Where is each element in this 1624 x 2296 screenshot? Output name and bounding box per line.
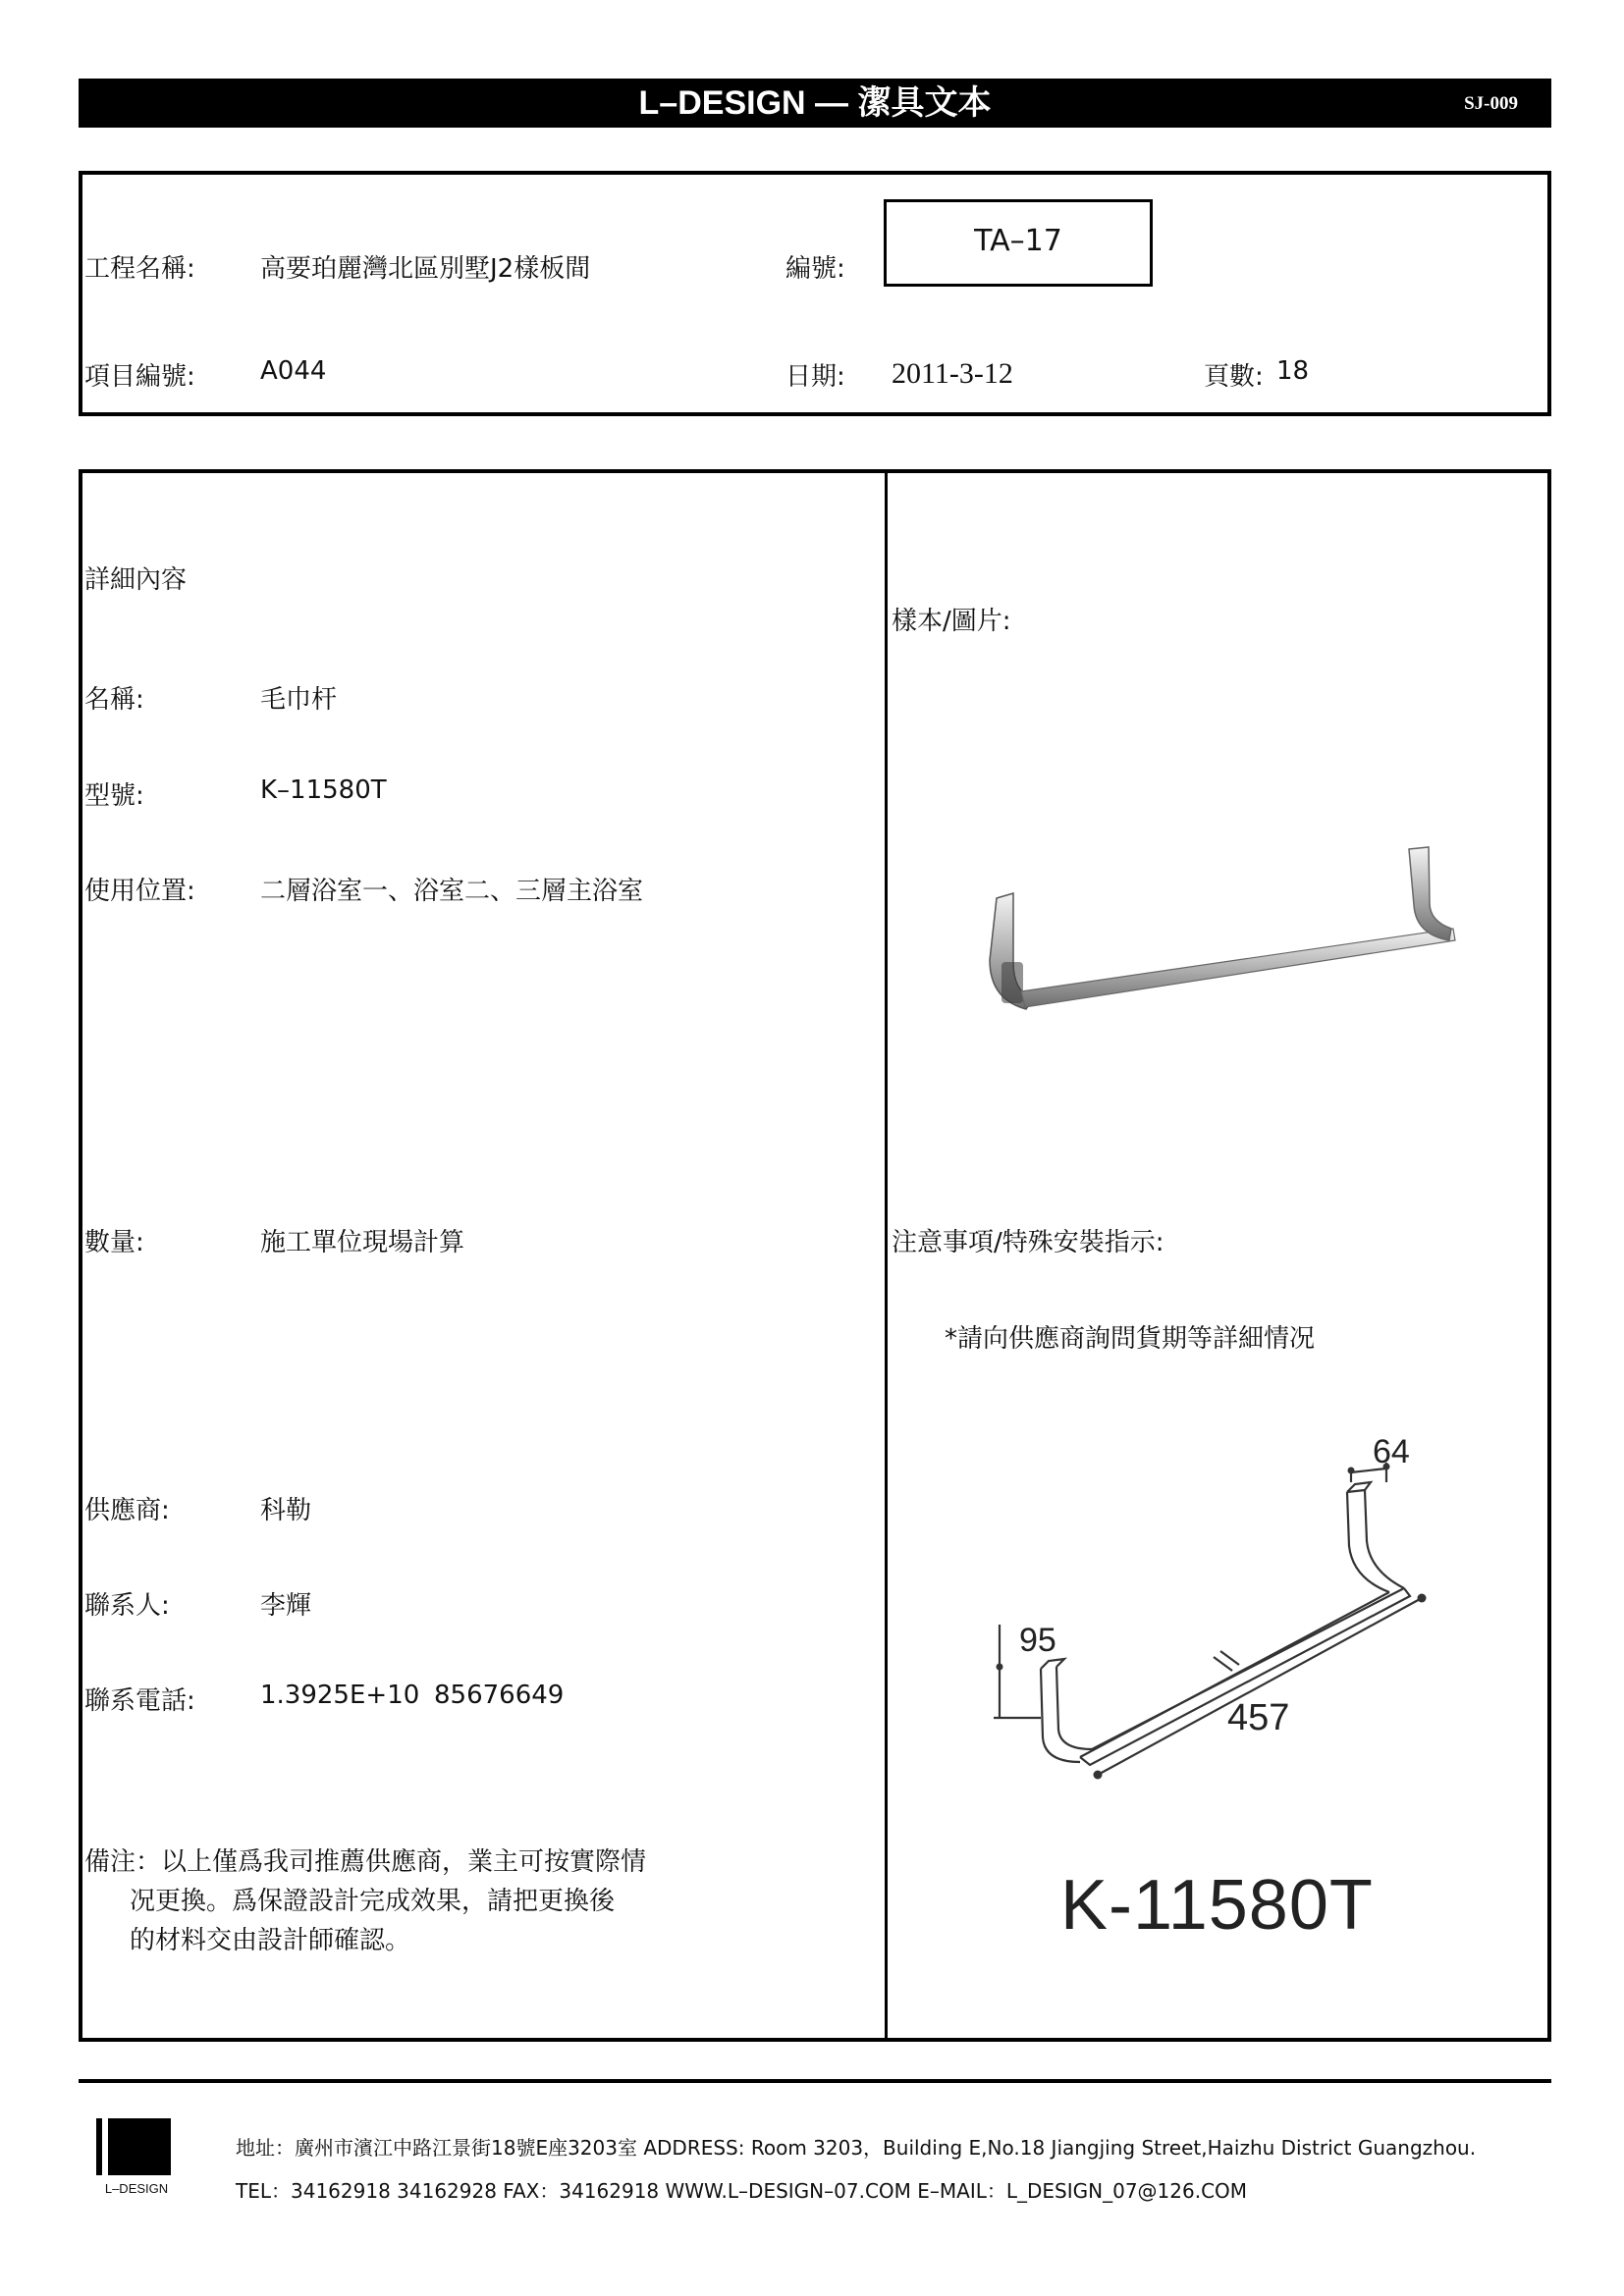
logo-text: L–DESIGN [104,2181,169,2196]
logo-mark [96,2118,102,2175]
phone-value-2: 85676649 [434,1681,565,1710]
date-label: 日期: [785,362,845,392]
contact-value: 李輝 [260,1591,312,1621]
footer-address: 地址：廣州市濱江中路江景街18號E座3203室 ADDRESS: Room 3203，Building E,No.18 Jiangjing Street,Haizhu District Guangzhou. [236,2136,1477,2160]
note-line-1: 備注：以上僅爲我司推薦供應商，業主可按實際情 [84,1847,647,1877]
model-label: 型號: [84,781,144,811]
location-value: 二層浴室一、浴室二、三層主浴室 [260,877,644,906]
location-label: 使用位置: [84,877,195,906]
footer-rule [79,2079,1551,2083]
phone-label: 聯系電話: [84,1686,195,1716]
drawing-model-number: K-11580T [1060,1866,1374,1945]
notes-text: *請向供應商詢問貨期等詳細情况 [945,1324,1316,1354]
model-value: K–11580T [260,775,387,805]
project-code-label: 項目編號: [84,362,195,392]
project-code: A044 [260,356,327,386]
contact-label: 聯系人: [84,1591,170,1621]
quantity-value: 施工單位現場計算 [260,1228,465,1257]
towel-bar-photo [972,844,1463,1021]
footer-logo [96,2118,175,2197]
date-value: 2011-3-12 [892,357,1013,390]
name-label: 名稱: [84,685,144,715]
footer-contact: TEL：34162918 34162928 FAX：34162918 WWW.L–DESIGN–07.COM E–MAIL：L_DESIGN_07@126.COM [236,2179,1248,2203]
number-value: TA–17 [974,224,1062,258]
supplier-label: 供應商: [84,1496,170,1525]
dimension-left: 95 [1019,1622,1056,1659]
name-value: 毛巾杆 [260,685,338,715]
note-line-2: 况更換。爲保證設計完成效果，請把更換後 [130,1887,616,1916]
logo-square [108,2118,171,2175]
column-divider [885,471,888,2040]
details-section-title: 詳細內容 [84,565,188,595]
dimension-top: 64 [1373,1433,1410,1470]
notes-title: 注意事項/特殊安裝指示: [892,1228,1164,1257]
number-label: 編號: [785,254,845,284]
pages-label: 頁數: [1204,362,1264,392]
sample-title: 樣本/圖片: [892,607,1011,636]
dimension-drawing [982,1423,1473,1816]
note-line-3: 的材料交由設計師確認。 [130,1926,411,1955]
header-title: L–DESIGN — 潔具文本 [638,84,992,122]
header-code: SJ-009 [1464,93,1518,114]
pages-value: 18 [1276,356,1310,386]
project-name: 高要珀麗灣北區別墅J2樣板間 [260,254,591,284]
quantity-label: 數量: [84,1228,144,1257]
phone-value: 1.3925E+10 [260,1681,420,1710]
header-bar [79,79,1551,128]
project-name-label: 工程名稱: [84,254,195,284]
supplier-value: 科勒 [260,1496,312,1525]
dimension-length: 457 [1227,1697,1290,1738]
